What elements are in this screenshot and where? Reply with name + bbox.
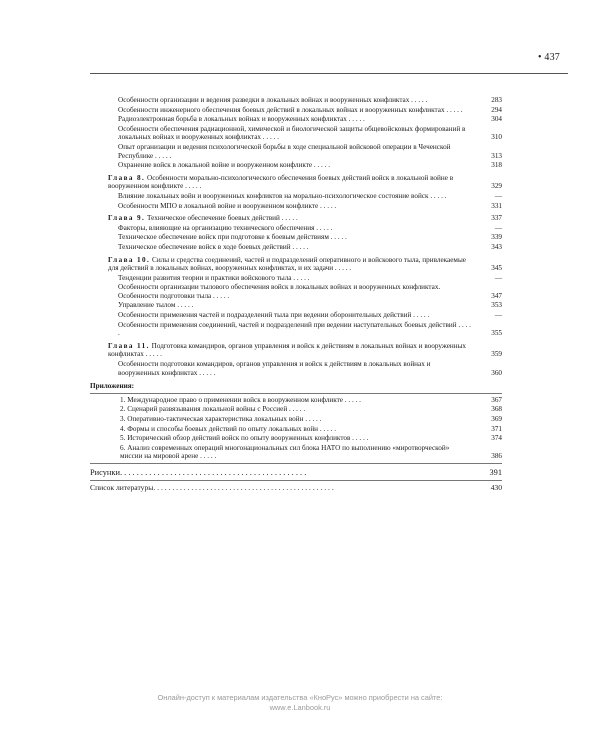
toc-entry-text: Особенности подготовки командиров, органов управления и войск к действиям в локальных войнах и вооруженных конфликтах [118,360,431,377]
toc-entry-page: 345 [491,264,502,273]
toc-entry-page: 318 [491,161,502,170]
toc-entry: Особенности инженерного обеспечения боевых действий в локальных войнах и вооруженных конфликтах . . . . . 294 [118,105,502,114]
toc-entry-page: 430 [490,482,502,492]
toc-chapter-label: Глава 10. [108,255,151,264]
toc-entry-text: Особенности морально-психологического обеспечения боевых действий войск в локальной войне в вооруженном конфликте [108,173,454,191]
toc-entry-text: Охранение войск в локальной войне и вооруженном конфликте [118,161,313,170]
toc-entry-figures: Рисунки. . . . . . . . . . . . . . . . . . . . . . . . . . . . . . . . . . . . . . . . . . . . . 391 [90,467,502,477]
toc-entry-page: 374 [491,434,502,443]
toc-entry: Факторы, влияющие на организацию технического обеспечения . . . . . — [118,223,502,232]
toc-entry-text: Особенности применения частей и подразделений тыла при ведении оборонительных действий [118,311,412,320]
toc-entry-page: 331 [491,201,502,210]
toc-entry-page: — [494,273,502,282]
toc-entry-text: 1. Международное право о применении войск в вооруженном конфликте [120,395,343,404]
toc-entry-text: Рисунки [90,467,120,477]
toc-entry-page: 360 [491,368,502,377]
toc-entry-literature: Список литературы. . . . . . . . . . . . . . . . . . . . . . . . . . . . . . . . . . . . . . . . . . . . . . . . 430 [90,482,502,492]
toc-entry-text: Техническое обеспечение войск в ходе боевых действий [118,242,291,251]
toc-entry-text: Тенденции развития теории и практики войскового тыла [118,273,292,282]
toc-entry-page: 304 [491,115,502,124]
toc-entry: Охранение войск в локальной войне и вооруженном конфликте . . . . . 318 [118,161,502,170]
appendix-item: 4. Формы и способы боевых действий по опыту локальных войн . . . . . 371 [120,424,502,433]
toc-entry-text: Силы и средства соединений, частей и подразделений оперативного и войскового тыла, привлекаемые для действий в локальных войнах, вооруженных конфликтах, и их задачи [108,255,466,273]
footer [0,693,600,713]
header-rule [90,73,568,74]
appendix-item: 3. Оперативно-тактическая характеристика локальных войн . . . . . 369 [120,415,502,423]
toc-entry: Особенности МПО в локальной войне и вооруженном конфликте . . . . . 331 [118,201,502,210]
toc-entry: Влияние локальных войн и вооруженных конфликтов на морально-психологическое состояние войск . . . . . — [118,191,502,200]
toc-entry-page: 343 [491,242,502,251]
appendix-item: 6. Анализ современных операций многонациональных сил блока НАТО по выполнению «миротворческой» миссии на мировой арене . . . . . 386 [120,443,502,461]
toc-entry-text: Особенности применения соединений, частей и подразделений при ведении наступательных боевых действий [118,320,457,329]
toc-entry-page: 329 [491,182,502,191]
toc-entry-text: Список литературы [90,482,154,492]
toc-entry: Особенности применения соединений, частей и подразделений при ведении наступательных боевых действий . . . . . 355 [118,320,502,338]
toc-entry-text: Опыт организации и ведения психологической борьбы в ходе специальной войсковой операции в Чеченской Республике [118,142,451,160]
toc-entry-text: 5. Исторический обзор действий войск по опыту вооруженных конфликтов [120,434,351,443]
appendix-entries [90,396,502,461]
toc-entry-text: Особенности организации тылового обеспечения войск в локальных войнах и вооруженных конфликтах. Особенности подготовки тыла [118,283,441,300]
toc-entry-text: Факторы, влияющие на организацию технического обеспечения [118,223,315,232]
toc-entry-page: 353 [491,301,502,310]
toc-entry: Особенности подготовки командиров, органов управления и войск к действиям в локальных войнах и вооруженных конфликтах . . . . . 360 [118,360,502,377]
toc-entry-page: 310 [491,133,502,142]
toc-entry-text: 4. Формы и способы боевых действий по опыту локальных войн [120,424,319,433]
toc-entry-text: Техническое обеспечение боевых действий [147,214,280,223]
toc-entry: Опыт организации и ведения психологической борьбы в ходе специальной войсковой операции в Чеченской Республике . . . . . 313 [118,142,502,160]
toc-entry-page: 339 [491,233,502,242]
toc-entry-page: — [494,223,502,232]
toc-entry-page: 355 [491,329,502,338]
toc-entry-page: 371 [491,424,502,433]
footer-line-2: www.e.Lanbook.ru [269,703,331,712]
toc-entry-text: Подготовка командиров, органов управления и войск к действиям в локальных войнах и вооруженных конфликтах [108,341,467,359]
toc-entry-text: Техническое обеспечение войск при подготовке к боевым действиям [118,233,329,242]
appendix-item: 5. Исторический обзор действий войск по опыту вооруженных конфликтов . . . . . 374 [120,434,502,443]
toc-entry-text: Особенности обеспечения радиационной, химической и биологической защиты общевойсковых формирований в локальных войнах и вооруженных конфликтах [118,124,466,142]
toc-chapter: Глава 11. Подготовка командиров, органов управления и войск к действиям в локальных войнах и вооруженных конфликтах . . . . . 359 [108,341,502,359]
toc-entry-text: Влияние локальных войн и вооруженных конфликтов на морально-психологическое состояние войск [118,191,429,200]
toc-chapter: Глава 10. Силы и средства соединений, частей и подразделений оперативного и войскового тыла, привлекаемые для действий в локальных войнах, вооруженных конфликтах, и их задачи . . . . . 345 [108,255,502,273]
toc-entry: Управление тылом . . . . . 353 [118,301,502,310]
toc-entry-page: 283 [491,96,502,104]
toc-entry-page: 367 [491,395,502,404]
appendix-heading: Приложения: [90,382,135,391]
toc-entry-page: — [494,311,502,320]
toc-entry-page: 359 [491,350,502,359]
toc-entry-text: 3. Оперативно-тактическая характеристика локальных войн [120,415,304,423]
toc-chapter: Глава 8. Особенности морально-психологического обеспечения боевых действий войск в локальной войне в вооруженном конфликте . . . . . 329 [108,173,502,191]
toc-entry: Тенденции развития теории и практики войскового тыла . . . . . — [118,273,502,282]
appendix-item: 2. Сценарий развязывания локальной войны с Россией . . . . . 368 [120,405,502,414]
toc-entry-page: 347 [491,291,502,300]
toc-chapter: Глава 9. Техническое обеспечение боевых действий . . . . . 337 [108,214,502,223]
toc-entry-text: Управление тылом [118,301,176,310]
footer-line-1: Онлайн-доступ к материалам издательства «КноРус» можно приобрести на сайте: [157,693,443,702]
toc-chapter-label: Глава 11. [108,341,150,350]
toc-entry-page: 313 [491,151,502,160]
toc-entry-text: Особенности МПО в локальной войне и вооруженном конфликте [118,201,319,210]
toc-entry: Особенности применения частей и подразделений тыла при ведении оборонительных действий . . . . . — [118,311,502,320]
toc-entry-text: Радиоэлектронная борьба в локальных войнах и вооруженных конфликтах [118,115,347,124]
toc-entry-page: 368 [491,405,502,414]
toc-entry-text: 6. Анализ современных операций многонациональных сил блока НАТО по выполнению «миротворческой» миссии на мировой арене [120,443,450,461]
toc-entry-text: Особенности организации и ведения разведки в локальных войнах и вооруженных конфликтах [118,96,410,104]
appendix-rule [90,393,502,394]
toc-entry-page: 294 [491,105,502,114]
table-of-contents [90,96,502,493]
appendix-item: 1. Международное право о применении войск в вооруженном конфликте . . . . . 367 [120,395,502,404]
toc-entry-text: 2. Сценарий развязывания локальной войны с Россией [120,405,288,414]
toc-entry-page: — [494,191,502,200]
toc-entries [90,96,502,377]
toc-entry: Радиоэлектронная борьба в локальных войнах и вооруженных конфликтах . . . . . 304 [118,115,502,124]
toc-entry: Особенности организации и ведения разведки в локальных войнах и вооруженных конфликтах . . . . . 283 [118,96,502,104]
toc-entry: Особенности обеспечения радиационной, химической и биологической защиты общевойсковых формирований в локальных войнах и вооруженных конфликтах . . . . . 310 [118,124,502,142]
toc-entry-page: 386 [491,452,502,461]
toc-entry-page: 369 [491,415,502,423]
figures-rule [90,463,502,464]
toc-entry: Особенности организации тылового обеспечения войск в локальных войнах и вооруженных конфликтах. Особенности подготовки тыла . . . . . 347 [118,283,502,300]
literature-rule [90,480,502,481]
toc-entry-page: 391 [489,467,502,477]
toc-chapter-label: Глава 8. [108,173,146,182]
toc-entry-text: Особенности инженерного обеспечения боевых действий в локальных войнах и вооруженных конфликтах [118,105,445,114]
page-number: • 437 [537,52,560,63]
toc-entry-page: 337 [491,214,502,223]
toc-chapter-label: Глава 9. [108,214,146,223]
toc-entry: Техническое обеспечение войск в ходе боевых действий . . . . . 343 [118,242,502,251]
toc-entry: Техническое обеспечение войск при подготовке к боевым действиям . . . . . 339 [118,233,502,242]
